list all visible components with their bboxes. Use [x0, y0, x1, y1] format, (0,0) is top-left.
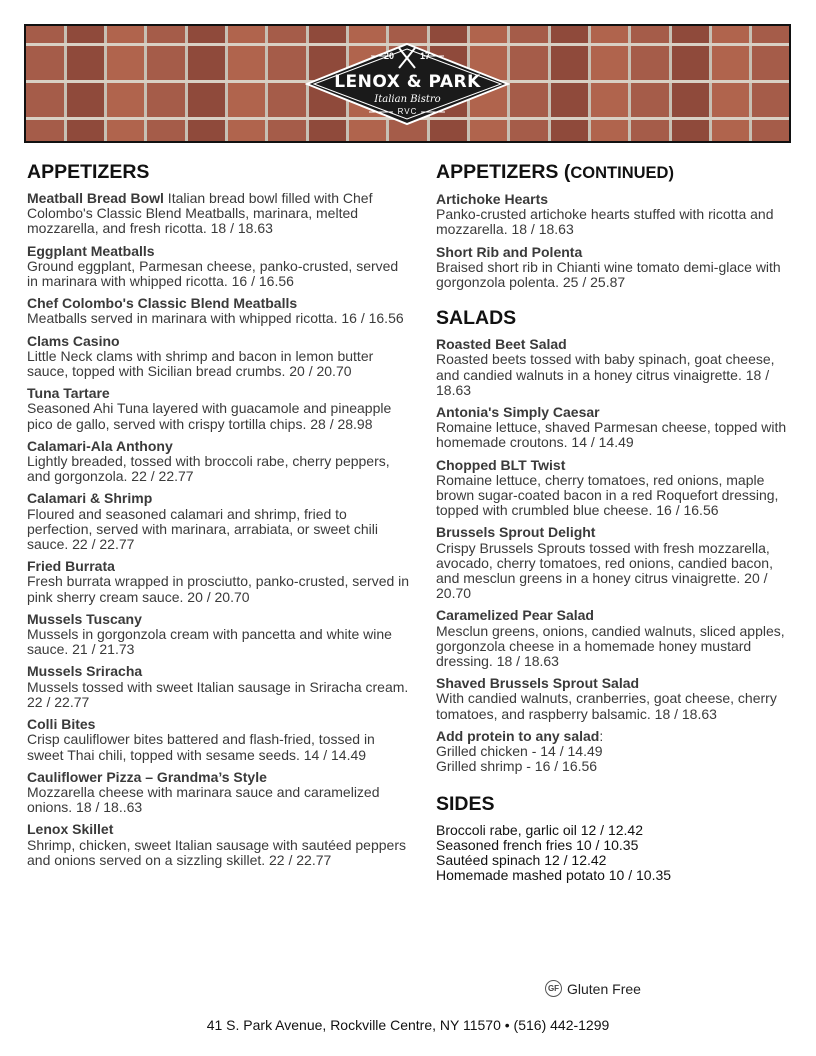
menu-item-description: Mussels in gorgonzola cream with pancetta and white wine sauce. 21 / 21.73: [27, 626, 392, 658]
menu-item-name: Mussels Sriracha: [27, 663, 143, 680]
menu-item: [27, 386, 412, 432]
menu-item-name: Chef Colombo's Classic Blend Meatballs: [27, 295, 298, 312]
menu-item-description: Meatballs served in marinara with whipped ricotta. 16 / 16.56: [27, 310, 404, 327]
menu-item: [27, 559, 412, 605]
menu-item-name: Colli Bites: [27, 716, 96, 733]
protein-option: Grilled chicken - 14 / 14.49: [436, 743, 603, 760]
menu-item: [27, 822, 412, 868]
menu-item-name: Lenox Skillet: [27, 821, 114, 838]
menu-item: [436, 458, 791, 519]
protein-option: Grilled shrimp - 16 / 16.56: [436, 758, 598, 775]
logo-year-right: 17: [420, 51, 431, 61]
menu-item: [27, 770, 412, 816]
left-column: [27, 160, 412, 875]
menu-item: [436, 676, 791, 722]
menu-item-description: Ground eggplant, Parmesan cheese, panko-crusted, served in marinara with whipped ricotta. 16 / 16.56: [27, 257, 399, 290]
salads-heading: SALADS: [436, 307, 517, 330]
menu-item: [436, 608, 791, 669]
appetizers-continued-main: APPETIZERS (: [436, 161, 571, 183]
menu-item-description: With candied walnuts, cranberries, goat cheese, cherry tomatoes, and raspberry balsamic. 18 / 18.63: [436, 690, 777, 722]
menu-item: [27, 191, 412, 237]
add-protein-colon: :: [599, 727, 604, 744]
menu-item: [27, 717, 412, 763]
sides-heading: SIDES: [436, 792, 495, 815]
logo-location: RVC: [397, 107, 418, 116]
menu-item-name: Antonia's Simply Caesar: [436, 404, 600, 421]
menu-item-description: Lightly breaded, tossed with broccoli rabe, cherry peppers, and gorgonzola. 22 / 22.77: [27, 453, 390, 485]
menu-item-description: Mozzarella cheese with marinara sauce and caramelized onions. 18 / 18..63: [27, 783, 380, 816]
gluten-free-legend: [545, 980, 641, 997]
brick-banner: [24, 24, 791, 143]
logo-subtitle: Italian Bistro: [374, 94, 441, 105]
logo-title: LENOX & PARK: [334, 72, 481, 92]
gluten-free-icon: GF: [545, 980, 562, 997]
menu-item-description: Crispy Brussels Sprouts tossed with fresh mozzarella, avocado, cherry tomatoes, red onions, candied bacon, and mesclun greens in a honey citrus vinaigrette. 20 / 20.70: [436, 539, 773, 602]
appetizers-continued-small: CONTINUED): [570, 164, 674, 182]
menu-item-name: Meatball Bread Bowl: [27, 190, 164, 206]
side-item: Sautéed spinach 12 / 12.42: [436, 851, 607, 868]
add-protein: [436, 729, 791, 775]
salads-list: [436, 337, 791, 722]
add-protein-label: Add protein to any salad: [436, 727, 600, 744]
menu-item-description: Romaine lettuce, cherry tomatoes, red onions, maple brown sugar-coated bacon in a red Roquefort dressing, topped with crumbled blue cheese. 16 / 16.56: [436, 471, 779, 519]
menu-item: [436, 245, 791, 291]
menu-item-description: Little Neck clams with shrimp and bacon in lemon butter sauce, topped with Sicilian bread crumbs. 20 / 20.70: [27, 347, 374, 380]
sides-list: [436, 823, 791, 884]
menu-item: [27, 334, 412, 380]
menu-item: [436, 337, 791, 398]
address-footer: 41 S. Park Avenue, Rockville Centre, NY 11570 • (516) 442-1299: [206, 1017, 610, 1033]
menu-item-name: Roasted Beet Salad: [436, 336, 567, 353]
logo-year-left: 20: [384, 51, 395, 61]
menu-item-description: Romaine lettuce, shaved Parmesan cheese, topped with homemade croutons. 14 / 14.49: [436, 419, 787, 451]
menu-item-name: Cauliflower Pizza – Grandma’s Style: [27, 768, 267, 785]
menu-item-description: Shrimp, chicken, sweet Italian sausage with sautéed peppers and onions served on a sizzling skillet. 22 / 22.77: [27, 836, 406, 868]
menu-item: [436, 192, 791, 238]
menu-item: [27, 439, 412, 485]
appetizers-list: [27, 191, 412, 868]
menu-item-description: Mussels tossed with sweet Italian sausage in Sriracha cream. 22 / 22.77: [27, 678, 409, 710]
menu-item-name: Mussels Tuscany: [27, 610, 142, 627]
menu-item-name: Calamari-Ala Anthony: [27, 437, 173, 454]
right-column: [436, 160, 791, 883]
menu-item-name: Eggplant Meatballs: [27, 242, 155, 259]
menu-item: [27, 612, 412, 658]
menu-item: [27, 664, 412, 710]
menu-item-description: Mesclun greens, onions, candied walnuts, sliced apples, gorgonzola cheese in a homemade honey mustard dressing. 18 / 18.63: [436, 622, 785, 670]
menu-item-name: Short Rib and Polenta: [436, 243, 583, 260]
menu-item: [27, 296, 412, 326]
menu-item-description: Floured and seasoned calamari and shrimp, fried to perfection, served with marinara, arrabiata, or sweet chili sauce. 22 / 22.77: [27, 505, 378, 553]
menu-item-description: Fresh burrata wrapped in prosciutto, panko-crusted, served in pink sherry cream sauce. 20 / 20.70: [27, 573, 410, 605]
menu-item-description: Roasted beets tossed with baby spinach, goat cheese, and candied walnuts in a honey citrus vinaigrette. 18 / 18.63: [436, 351, 775, 398]
appetizers-heading: APPETIZERS: [27, 161, 150, 183]
menu-item-name: Calamari & Shrimp: [27, 490, 153, 507]
side-item: Broccoli rabe, garlic oil 12 / 12.42: [436, 821, 643, 838]
side-item: Homemade mashed potato 10 / 10.35: [436, 867, 672, 884]
menu-item: [436, 405, 791, 451]
menu-item-name: Tuna Tartare: [27, 385, 110, 402]
menu-item: [27, 244, 412, 290]
restaurant-logo: [305, 42, 510, 126]
menu-item: [27, 491, 412, 552]
menu-item-description: Crisp cauliflower bites battered and flash-fried, tossed in sweet Thai chili, topped with sesame seeds. 14 / 14.49: [27, 731, 375, 763]
menu-item-name: Chopped BLT Twist: [436, 456, 566, 473]
menu-item: [436, 525, 791, 601]
menu-item-description: Seasoned Ahi Tuna layered with guacamole and pineapple pico de gallo, served with crispy tortilla chips. 28 / 28.98: [27, 400, 392, 432]
menu-item-description: Italian bread bowl filled with Chef Colombo's Classic Blend Meatballs, marinara, melted mozzarella, and fresh ricotta. 18 / 18.63: [27, 190, 373, 237]
menu-item-description: Braised short rib in Chianti wine tomato demi-glace with gorgonzola polenta. 25 / 25.87: [436, 258, 781, 291]
menu-item-description: Panko-crusted artichoke hearts stuffed with ricotta and mozzarella. 18 / 18.63: [436, 206, 774, 238]
menu-item-name: Shaved Brussels Sprout Salad: [436, 675, 640, 692]
menu-item-name: Fried Burrata: [27, 558, 115, 575]
appetizers-continued-list: [436, 192, 791, 290]
gluten-free-label: Gluten Free: [567, 980, 641, 997]
menu-item-name: Artichoke Hearts: [436, 191, 549, 207]
menu-item-name: Brussels Sprout Delight: [436, 524, 596, 541]
menu-item-name: Caramelized Pear Salad: [436, 607, 594, 624]
side-item: Seasoned french fries 10 / 10.35: [436, 836, 639, 853]
menu-item-name: Clams Casino: [27, 332, 120, 349]
appetizers-continued-heading: [436, 160, 791, 185]
